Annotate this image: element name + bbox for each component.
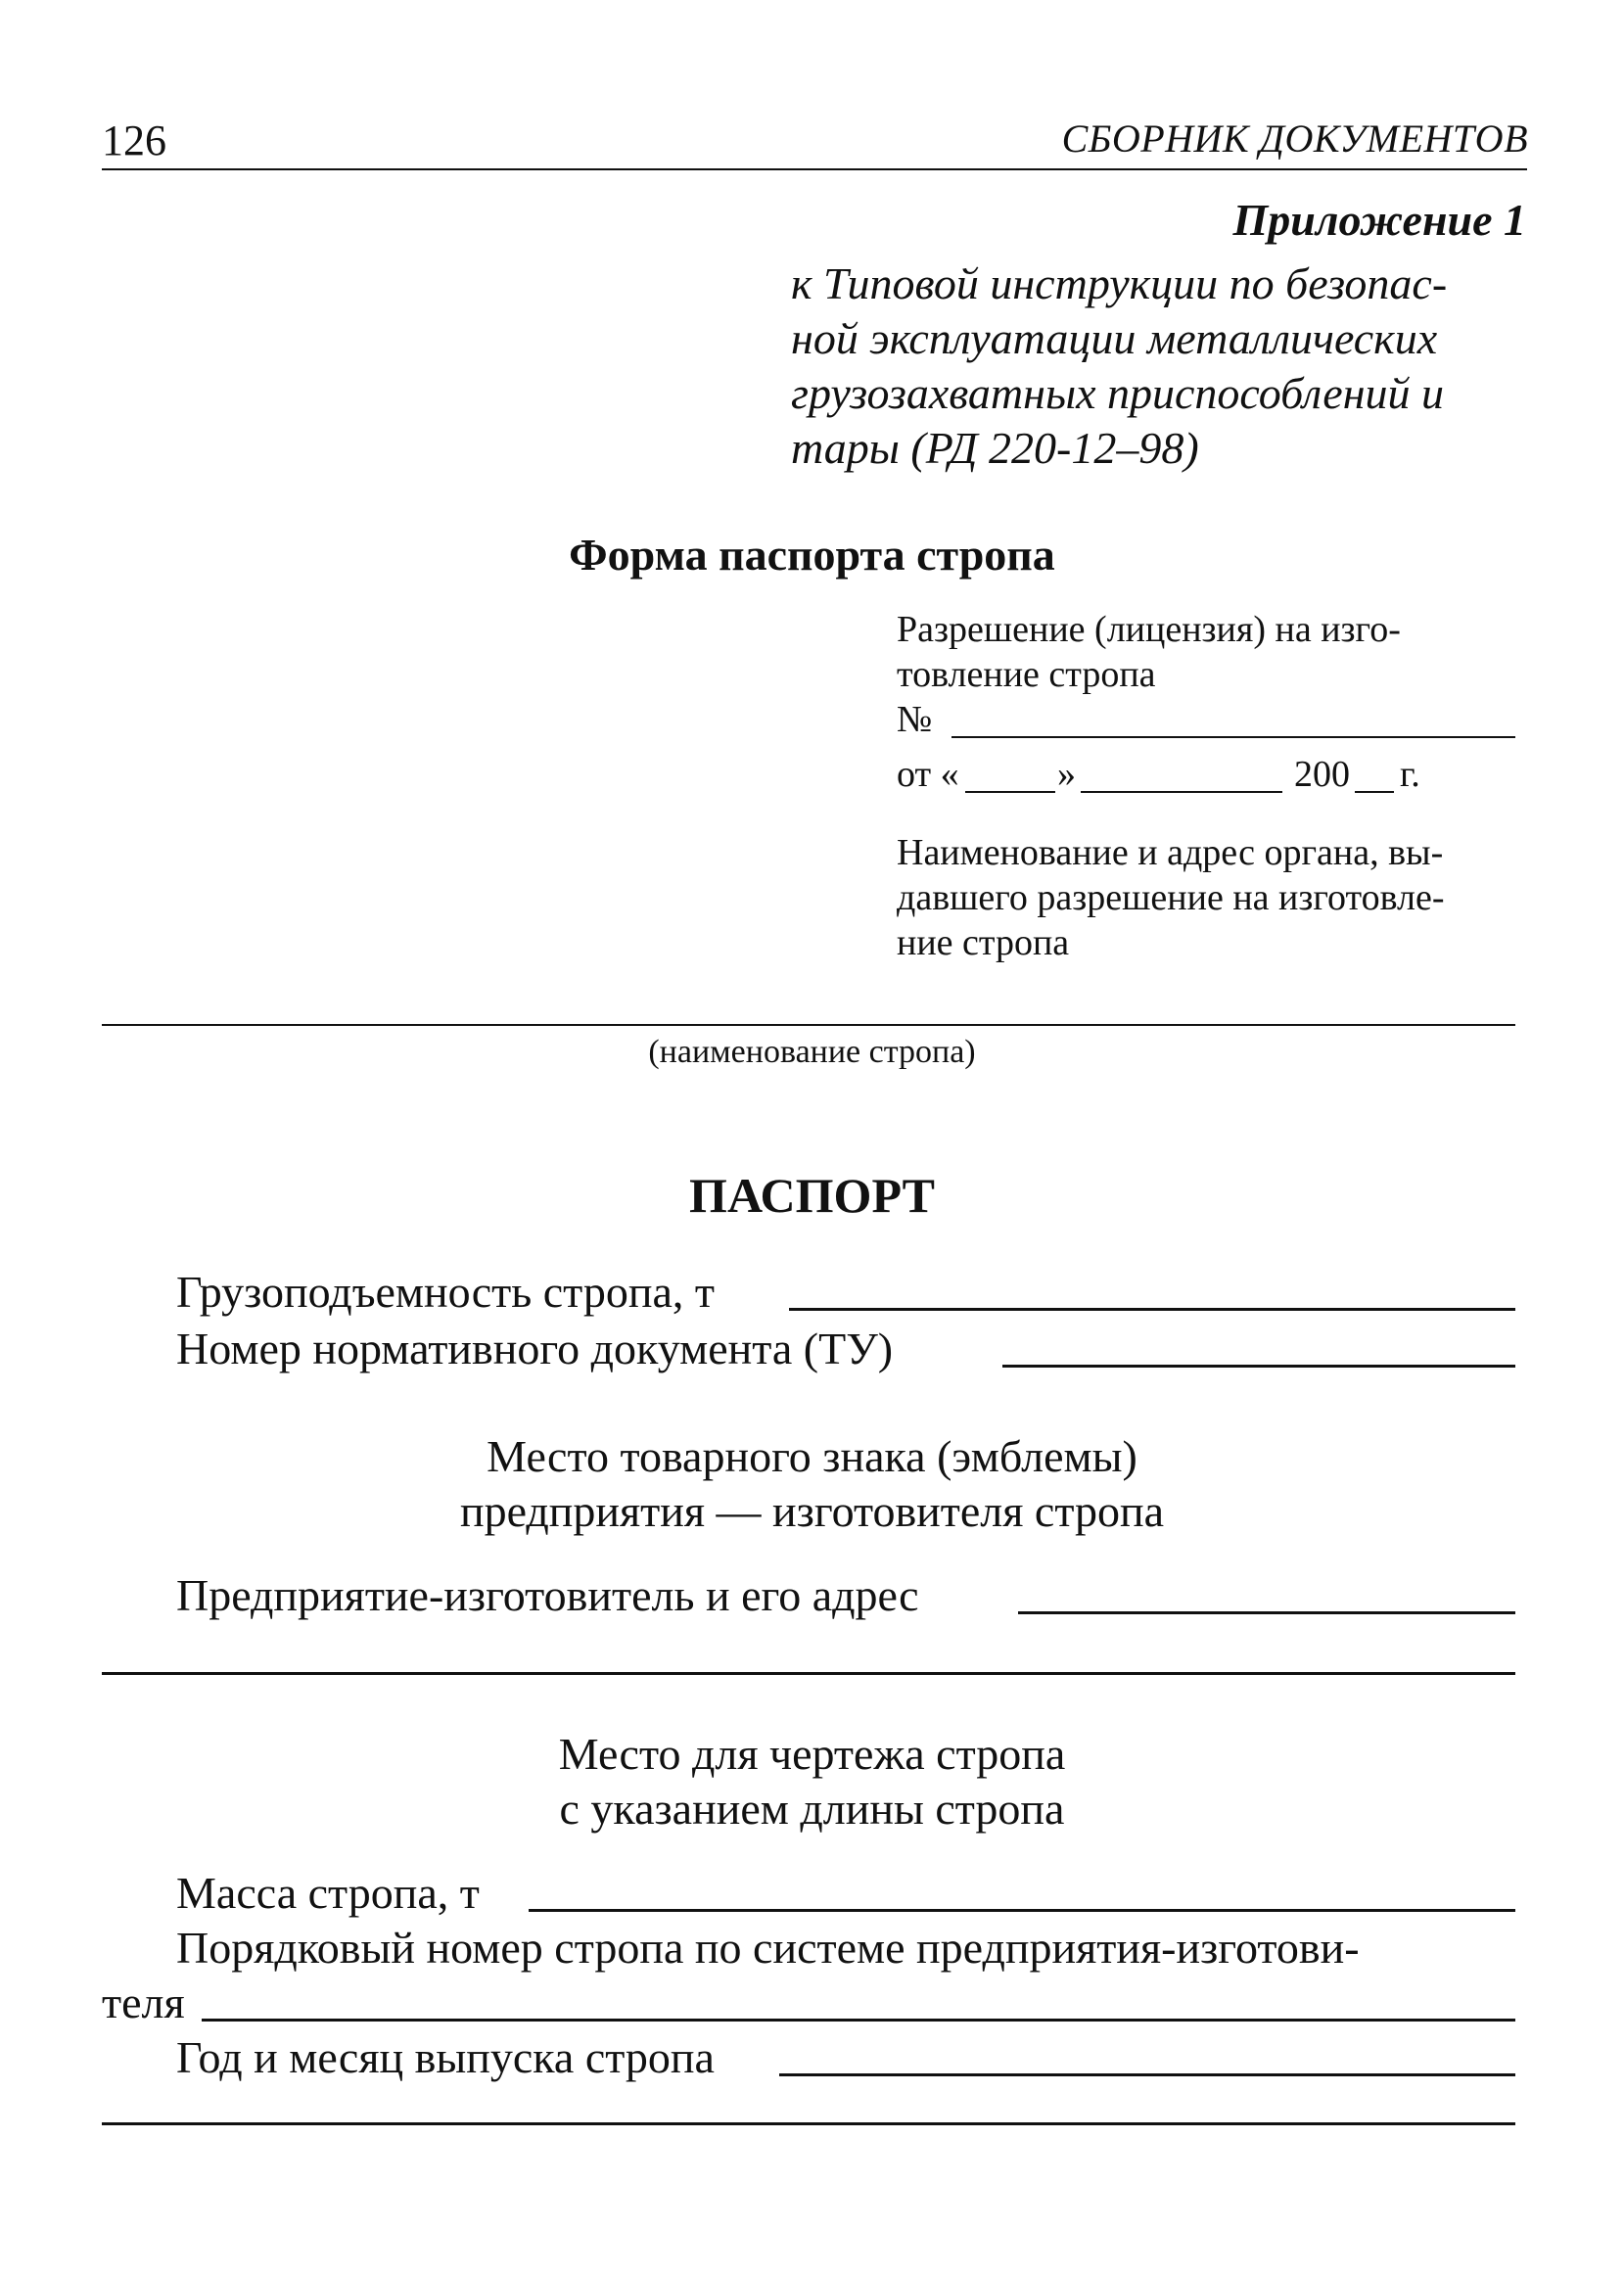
year-suffix: г. xyxy=(1400,754,1420,795)
permit-number-row xyxy=(897,697,1515,742)
permit-label-line: Разрешение (лицензия) на изго- xyxy=(897,609,1401,650)
issuer-line: ние стропа xyxy=(897,922,1070,963)
permit-number-blank xyxy=(951,736,1515,738)
passport-title: ПАСПОРТ xyxy=(689,1168,935,1223)
permit-label xyxy=(897,607,1515,697)
serial-label-line1: Порядковый номер стропа по системе предприятия-изготови- xyxy=(176,1923,1360,1973)
appendix-desc-line: тары (РД 220-12–98) xyxy=(791,423,1199,473)
number-sign: № xyxy=(897,699,933,740)
appendix-description xyxy=(791,256,1527,476)
form-title: Форма паспорта стропа xyxy=(569,530,1055,580)
appendix-title: Приложение 1 xyxy=(1232,195,1526,245)
drawing-placeholder xyxy=(0,1727,1624,1836)
appendix-desc-line: ной эксплуатации металлических xyxy=(791,313,1438,363)
date-mid: » xyxy=(1057,754,1076,795)
manufacturer-label: Предприятие-изготовитель и его адрес xyxy=(176,1570,919,1620)
mass-blank xyxy=(529,1909,1515,1912)
permit-label-line: товление стропа xyxy=(897,654,1156,695)
trademark-line: Место товарного знака (эмблемы) xyxy=(487,1431,1137,1481)
manufacturer-blank xyxy=(1018,1611,1515,1614)
serial-blank xyxy=(202,2019,1515,2022)
mass-label: Масса стропа, т xyxy=(176,1868,480,1918)
issuer-label xyxy=(897,830,1515,965)
header-rule xyxy=(102,168,1527,170)
day-blank xyxy=(965,791,1055,793)
normdoc-blank xyxy=(1002,1365,1515,1368)
manufacturer-blank-2 xyxy=(102,1672,1515,1675)
permit-date-row xyxy=(897,752,1515,797)
year-blank xyxy=(1355,791,1394,793)
issuer-line: Наименование и адрес органа, вы- xyxy=(897,832,1444,873)
bottom-rule xyxy=(102,2122,1515,2125)
date-prefix: от « xyxy=(897,754,959,795)
date-label: Год и месяц выпуска стропа xyxy=(176,2032,715,2082)
running-head: СБОРНИК ДОКУМЕНТОВ xyxy=(1061,116,1528,161)
trademark-line: предприятия — изготовителя стропа xyxy=(459,1486,1165,1536)
drawing-line: Место для чертежа стропа xyxy=(558,1729,1066,1779)
sling-name-blank xyxy=(102,1024,1515,1026)
release-date-blank xyxy=(779,2073,1515,2076)
appendix-desc-line: грузозахватных приспособлений и xyxy=(791,368,1445,418)
drawing-line: с указанием длины стропа xyxy=(559,1784,1065,1834)
serial-label-line2: теля xyxy=(102,1977,185,2027)
year-prefix: 200 xyxy=(1294,754,1350,795)
trademark-placeholder xyxy=(0,1429,1624,1539)
capacity-label: Грузоподъемность стропа, т xyxy=(176,1267,715,1317)
appendix-desc-line: к Типовой инструкции по безопас- xyxy=(791,258,1448,308)
sling-name-caption: (наименование стропа) xyxy=(648,1034,976,1070)
month-blank xyxy=(1081,791,1282,793)
normdoc-label: Номер нормативного документа (ТУ) xyxy=(176,1324,894,1373)
capacity-blank xyxy=(789,1308,1515,1311)
issuer-line: давшего разрешение на изготовле- xyxy=(897,877,1445,918)
page-number: 126 xyxy=(102,116,166,164)
